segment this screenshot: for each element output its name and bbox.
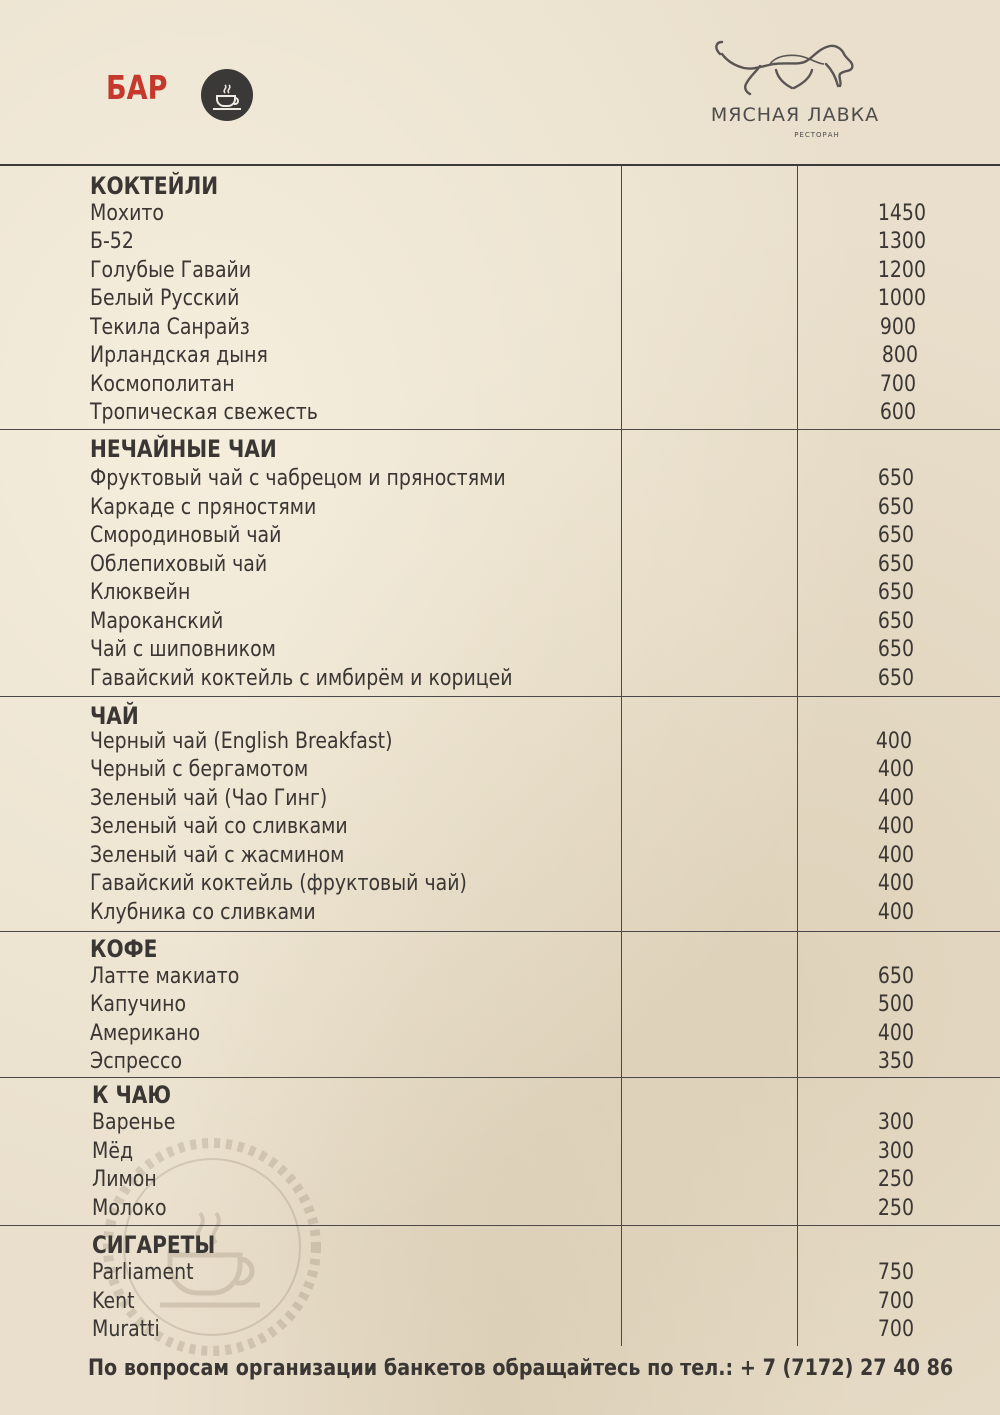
item-price: 1450 bbox=[877, 201, 926, 226]
section-title: ЧАЙ bbox=[90, 702, 139, 730]
item-price: 400 bbox=[877, 786, 914, 811]
item-name: Капучино bbox=[90, 992, 187, 1017]
item-name: Parliament bbox=[92, 1260, 194, 1285]
item-price: 1300 bbox=[877, 229, 926, 254]
bull-icon bbox=[700, 40, 890, 110]
menu-item bbox=[0, 229, 1000, 257]
restaurant-logo bbox=[700, 40, 900, 150]
item-price: 650 bbox=[877, 466, 914, 491]
item-name: Каркаде с пряностями bbox=[90, 495, 317, 520]
item-name: Молоко bbox=[92, 1196, 167, 1221]
item-price: 650 bbox=[877, 552, 914, 577]
menu-item bbox=[0, 315, 1000, 343]
item-name: Гавайский коктейль с имбирём и корицей bbox=[90, 666, 513, 691]
menu-item bbox=[0, 286, 1000, 314]
item-price: 600 bbox=[879, 400, 916, 425]
menu-item bbox=[0, 786, 1000, 814]
menu-item bbox=[0, 1110, 1000, 1138]
section-divider bbox=[0, 1077, 1000, 1078]
item-name: Американо bbox=[90, 1021, 201, 1046]
item-name: Мохито bbox=[90, 201, 165, 226]
bar-title: БАР bbox=[106, 68, 168, 107]
top-rule bbox=[0, 164, 1000, 166]
item-price: 700 bbox=[879, 372, 916, 397]
item-name: Эспрессо bbox=[90, 1049, 183, 1074]
menu-item bbox=[0, 1289, 1000, 1317]
menu-item bbox=[0, 666, 1000, 694]
menu-item bbox=[0, 523, 1000, 551]
item-name: Облепиховый чай bbox=[90, 552, 268, 577]
item-name: Мёд bbox=[92, 1139, 134, 1164]
menu-item bbox=[0, 843, 1000, 871]
item-name: Лимон bbox=[92, 1167, 157, 1192]
menu-item bbox=[0, 757, 1000, 785]
item-price: 650 bbox=[877, 666, 914, 691]
section-title: КОКТЕЙЛИ bbox=[90, 172, 219, 200]
item-price: 750 bbox=[877, 1260, 914, 1285]
section-title: СИГАРЕТЫ bbox=[92, 1231, 216, 1259]
item-price: 300 bbox=[877, 1110, 914, 1135]
item-name: Б-52 bbox=[90, 229, 134, 254]
menu-item bbox=[0, 1139, 1000, 1167]
item-name: Гавайский коктейль (фруктовый чай) bbox=[90, 871, 467, 896]
item-price: 650 bbox=[877, 637, 914, 662]
item-name: Черный с бергамотом bbox=[90, 757, 309, 782]
menu-item bbox=[0, 400, 1000, 428]
item-price: 700 bbox=[877, 1289, 914, 1314]
page-header bbox=[0, 0, 1000, 164]
item-price: 400 bbox=[877, 814, 914, 839]
section-divider bbox=[0, 1225, 1000, 1226]
menu-item bbox=[0, 343, 1000, 371]
menu-item bbox=[0, 495, 1000, 523]
section-title: КОФЕ bbox=[90, 935, 158, 963]
menu-item bbox=[0, 964, 1000, 992]
item-price: 650 bbox=[877, 964, 914, 989]
item-price: 400 bbox=[875, 729, 912, 754]
menu-item bbox=[0, 1317, 1000, 1345]
menu-item bbox=[0, 580, 1000, 608]
item-price: 250 bbox=[877, 1167, 914, 1192]
menu-item bbox=[0, 201, 1000, 229]
item-name: Kent bbox=[92, 1289, 135, 1314]
item-name: Мароканский bbox=[90, 609, 224, 634]
item-name: Клюквейн bbox=[90, 580, 191, 605]
item-name: Фруктовый чай с чабрецом и пряностями bbox=[90, 466, 506, 491]
menu-item bbox=[0, 729, 1000, 757]
item-name: Клубника со сливками bbox=[90, 900, 316, 925]
item-price: 650 bbox=[877, 609, 914, 634]
item-price: 400 bbox=[877, 871, 914, 896]
item-name: Варенье bbox=[92, 1110, 176, 1135]
item-name: Чай с шиповником bbox=[90, 637, 276, 662]
item-price: 1200 bbox=[877, 258, 926, 283]
item-name: Тропическая свежесть bbox=[90, 400, 318, 425]
menu-item bbox=[0, 1196, 1000, 1224]
logo-subtitle: РЕСТОРАН bbox=[794, 131, 840, 139]
menu-item bbox=[0, 372, 1000, 400]
item-price: 650 bbox=[877, 495, 914, 520]
menu-item bbox=[0, 258, 1000, 286]
menu-item bbox=[0, 871, 1000, 899]
item-price: 900 bbox=[879, 315, 916, 340]
menu-item bbox=[0, 552, 1000, 580]
item-price: 800 bbox=[881, 343, 918, 368]
item-name: Черный чай (English Breakfast) bbox=[90, 729, 393, 754]
item-name: Ирландская дыня bbox=[90, 343, 268, 368]
item-name: Зеленый чай (Чао Гинг) bbox=[90, 786, 328, 811]
item-price: 350 bbox=[877, 1049, 914, 1074]
item-price: 650 bbox=[877, 523, 914, 548]
item-name: Белый Русский bbox=[90, 286, 240, 311]
item-price: 400 bbox=[877, 843, 914, 868]
item-name: Зеленый чай с жасмином bbox=[90, 843, 345, 868]
section-divider bbox=[0, 429, 1000, 430]
menu-item bbox=[0, 1167, 1000, 1195]
menu-item bbox=[0, 1049, 1000, 1077]
item-price: 400 bbox=[877, 757, 914, 782]
item-price: 400 bbox=[877, 900, 914, 925]
item-price: 250 bbox=[877, 1196, 914, 1221]
coffee-cup-icon bbox=[200, 68, 254, 122]
item-name: Текила Санрайз bbox=[90, 315, 250, 340]
item-name: Космополитан bbox=[90, 372, 235, 397]
section-divider bbox=[0, 931, 1000, 932]
section-title: НЕЧАЙНЫЕ ЧАИ bbox=[90, 435, 277, 463]
section-divider bbox=[0, 696, 1000, 697]
item-price: 500 bbox=[877, 992, 914, 1017]
menu-item bbox=[0, 466, 1000, 494]
menu-item bbox=[0, 992, 1000, 1020]
item-price: 400 bbox=[877, 1021, 914, 1046]
item-name: Смородиновый чай bbox=[90, 523, 282, 548]
banquet-contact-note: По вопросам организации банкетов обращайтесь по тел.: + 7 (7172) 27 40 86 bbox=[88, 1356, 954, 1381]
item-name: Muratti bbox=[92, 1317, 160, 1342]
item-name: Зеленый чай со сливками bbox=[90, 814, 348, 839]
item-name: Латте макиато bbox=[90, 964, 240, 989]
menu-item bbox=[0, 609, 1000, 637]
section-title: К ЧАЮ bbox=[92, 1081, 172, 1109]
logo-name: МЯСНАЯ ЛАВКА bbox=[710, 104, 880, 126]
item-name: Голубые Гавайи bbox=[90, 258, 252, 283]
menu-item bbox=[0, 637, 1000, 665]
menu-item bbox=[0, 1260, 1000, 1288]
menu-item bbox=[0, 814, 1000, 842]
item-price: 1000 bbox=[877, 286, 926, 311]
menu-item bbox=[0, 1021, 1000, 1049]
item-name: 300 bbox=[877, 1139, 914, 1164]
item-price: 700 bbox=[877, 1317, 914, 1342]
menu-item bbox=[0, 900, 1000, 928]
item-price: 650 bbox=[877, 580, 914, 605]
